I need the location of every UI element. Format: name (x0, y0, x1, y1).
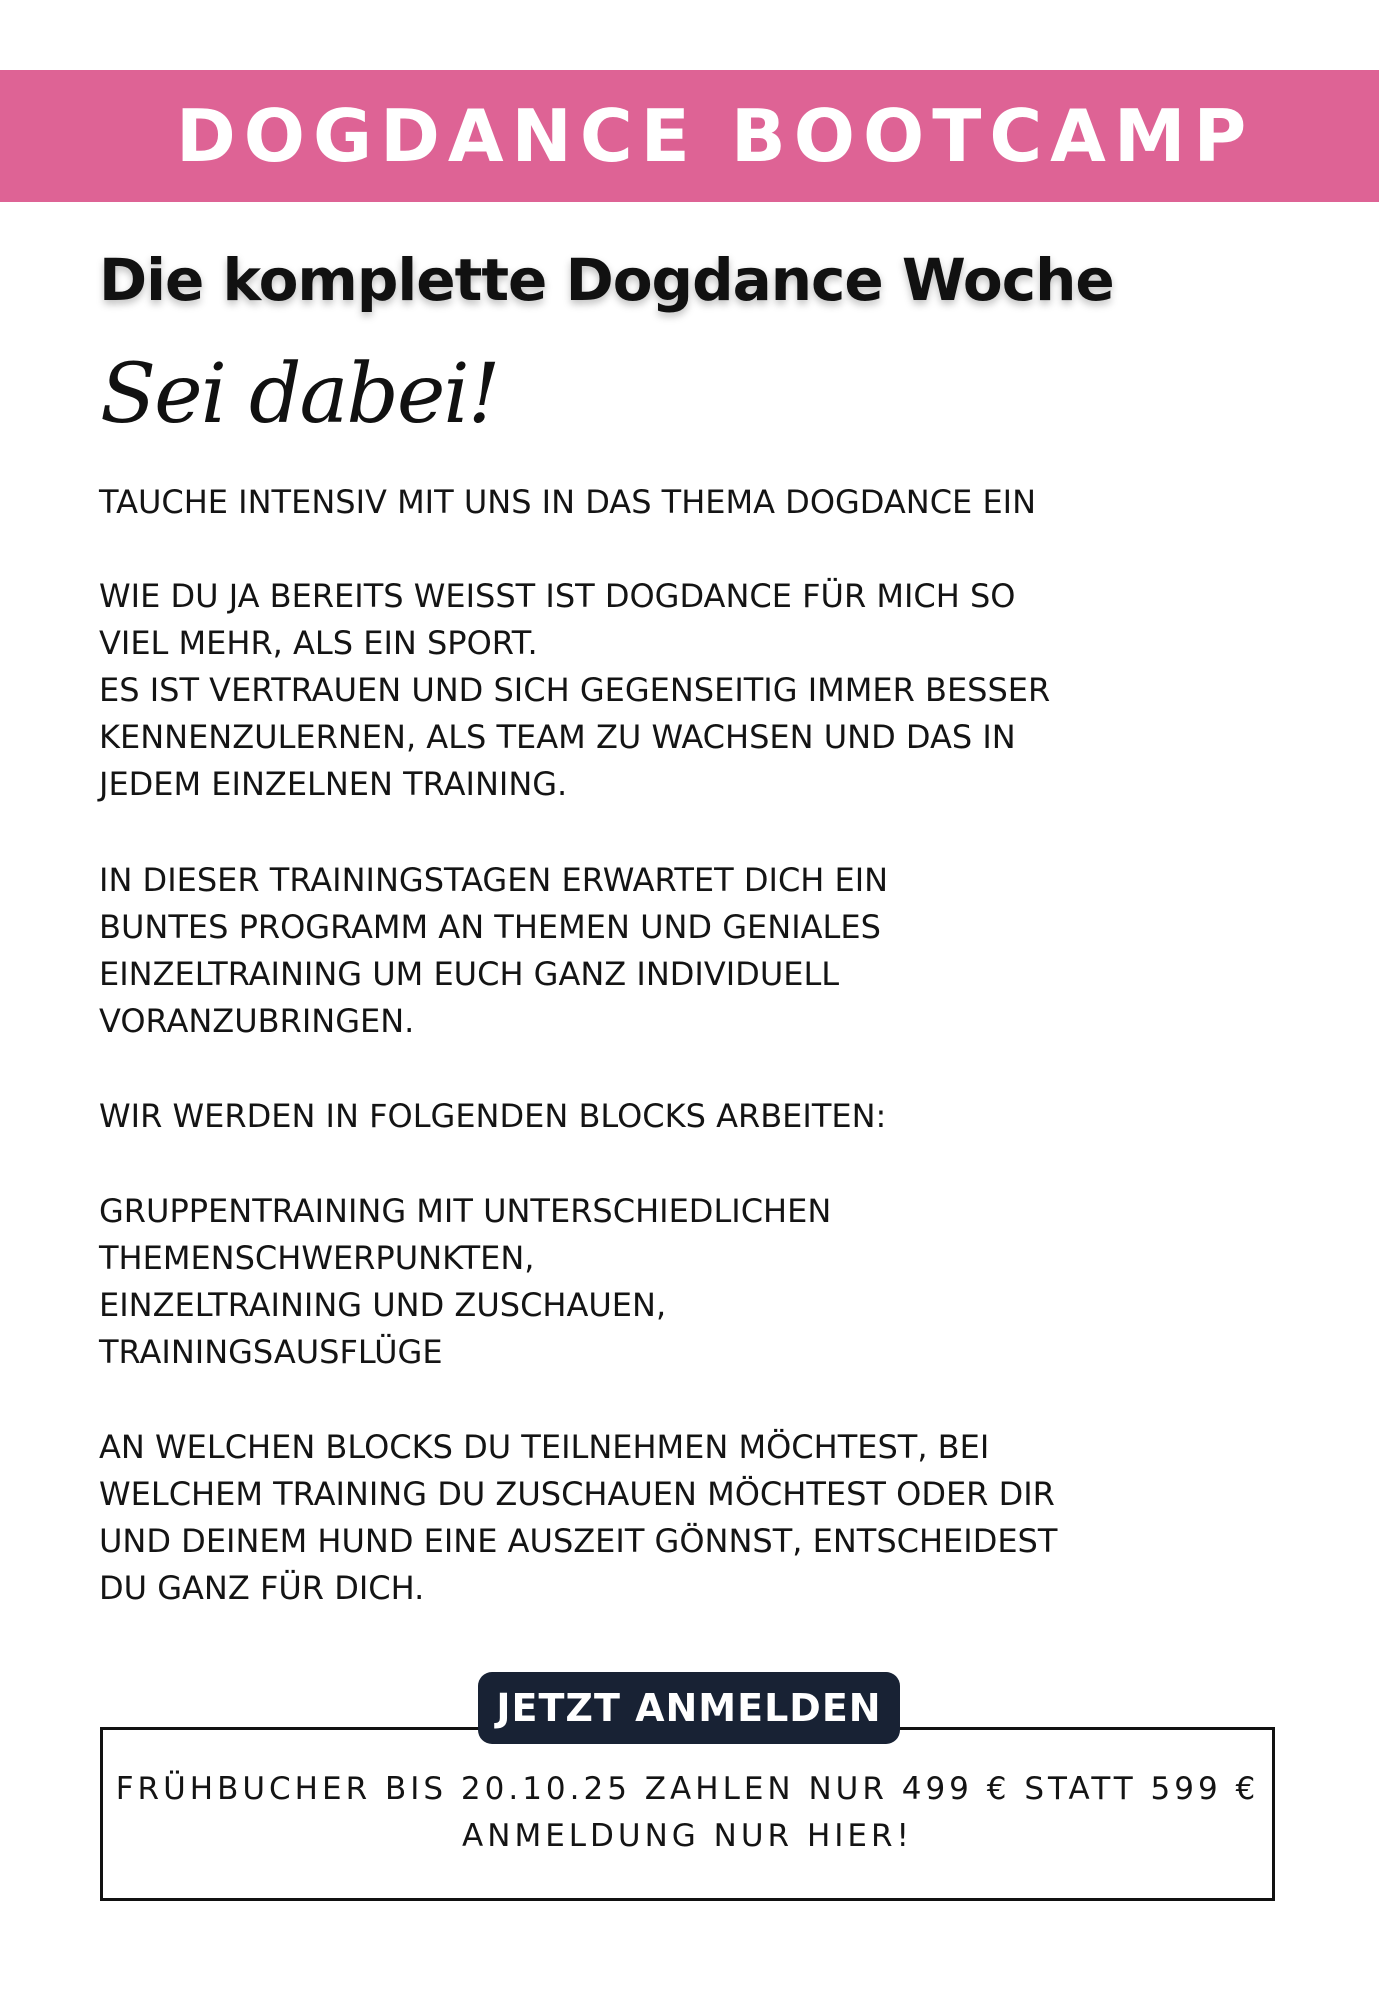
text-line: VIEL MEHR, ALS EIN SPORT. (99, 624, 538, 662)
early-bird-text: FRÜHBUCHER BIS 20.10.25 ZAHLEN NUR 499 € STATT 599 € (115, 1771, 1260, 1807)
blocks-list-paragraph (99, 1188, 1139, 1376)
banner-title: DOGDANCE BOOTCAMP (176, 94, 1255, 178)
text-line: BUNTES PROGRAMM AN THEMEN UND GENIALES (99, 908, 881, 946)
text-line: KENNENZULERNEN, ALS TEAM ZU WACHSEN UND DAS IN (99, 718, 1016, 756)
page-subtitle: Die komplette Dogdance Woche (99, 246, 1114, 314)
text-line: ES IST VERTRAUEN UND SICH GEGENSEITIG IMMER BESSER (99, 671, 1051, 709)
text-line: VORANZUBRINGEN. (99, 1002, 415, 1040)
text-line: EINZELTRAINING UND ZUSCHAUEN, (99, 1286, 667, 1324)
philosophy-paragraph (99, 573, 1139, 808)
signup-link-text[interactable]: ANMELDUNG NUR HIER! (462, 1818, 913, 1854)
text-line: WIE DU JA BEREITS WEISST IST DOGDANCE FÜR MICH SO (99, 577, 1016, 615)
text-line: THEMENSCHWERPUNKTEN, (99, 1239, 535, 1277)
text-line: JEDEM EINZELNEN TRAINING. (99, 765, 568, 803)
script-heading: Sei dabei! (100, 347, 499, 442)
text-line: GRUPPENTRAINING MIT UNTERSCHIEDLICHEN (99, 1192, 832, 1230)
text-line: WIR WERDEN IN FOLGENDEN BLOCKS ARBEITEN: (99, 1097, 887, 1135)
choice-paragraph (99, 1424, 1139, 1612)
text-line: AN WELCHEN BLOCKS DU TEILNEHMEN MÖCHTEST, BEI (99, 1428, 990, 1466)
text-line: IN DIESER TRAININGSTAGEN ERWARTET DICH EIN (99, 861, 889, 899)
blocks-intro-paragraph (99, 1093, 1139, 1140)
text-line: TAUCHE INTENSIV MIT UNS IN DAS THEMA DOGDANCE EIN (99, 483, 1037, 521)
program-paragraph (99, 857, 1139, 1045)
text-line: EINZELTRAINING UM EUCH GANZ INDIVIDUELL (99, 955, 840, 993)
text-line: TRAININGSAUSFLÜGE (99, 1333, 443, 1371)
text-line: DU GANZ FÜR DICH. (99, 1569, 425, 1607)
text-line: WELCHEM TRAINING DU ZUSCHAUEN MÖCHTEST ODER DIR (99, 1475, 1055, 1513)
signup-button[interactable]: JETZT ANMELDEN (478, 1672, 900, 1744)
intro-paragraph (99, 479, 1139, 526)
text-line: UND DEINEM HUND EINE AUSZEIT GÖNNST, ENTSCHEIDEST (99, 1522, 1058, 1560)
